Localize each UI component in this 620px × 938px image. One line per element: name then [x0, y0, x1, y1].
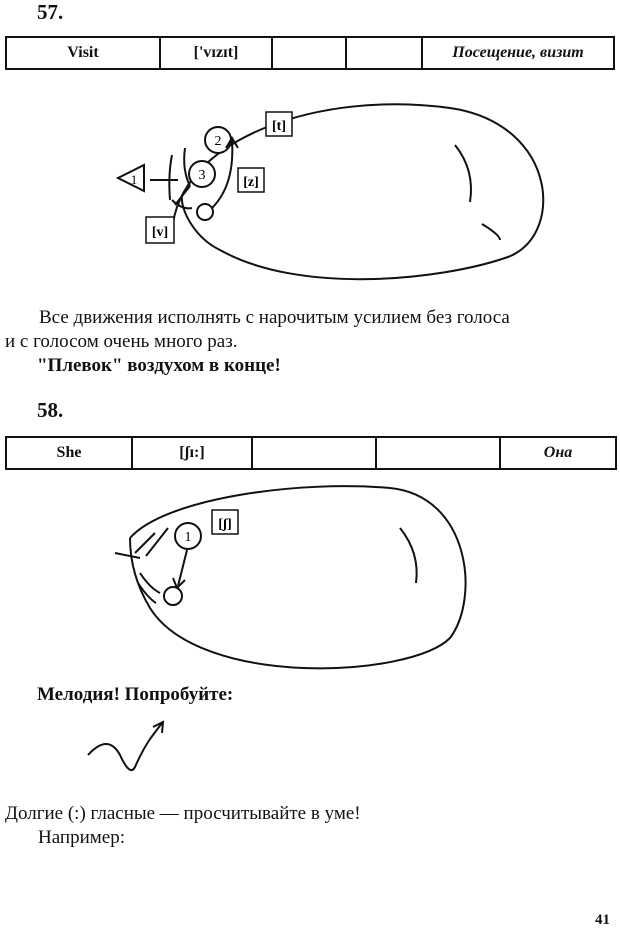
exercise-57-number: 57.	[37, 0, 64, 24]
melody-heading: Мелодия! Попробуйте:	[37, 684, 234, 705]
mouth-curve	[400, 528, 417, 583]
word-cell: She	[6, 437, 132, 469]
tongue-stroke	[169, 155, 172, 200]
empty-cell	[346, 37, 422, 69]
exercise-58-number: 58.	[37, 398, 64, 422]
instruction-bold: "Плевок" воздухом в конце!	[37, 355, 281, 376]
tongue-stroke	[184, 148, 190, 186]
long-vowels-note: Долгие (:) гласные — просчитывайте в уме!	[5, 803, 361, 824]
tongue-stroke	[138, 583, 156, 603]
melody-curve	[88, 723, 162, 770]
empty-cell	[272, 37, 346, 69]
sound-label-z: [z]	[243, 175, 259, 190]
circle-label: 1	[184, 530, 192, 545]
sound-label-sh: [ʃ]	[218, 517, 232, 532]
tongue-circle	[164, 587, 182, 605]
transcription-cell: ['vɪzɪt]	[160, 37, 272, 69]
tongue-stroke	[115, 553, 140, 558]
arrow-line	[178, 550, 187, 586]
word-table-58	[5, 436, 617, 470]
transcription-cell: [ʃɪ:]	[132, 437, 252, 469]
tongue-stroke	[146, 528, 168, 556]
word-cell: Visit	[6, 37, 160, 69]
example-label: Например:	[38, 827, 125, 848]
circle-label: 3	[198, 168, 206, 183]
page-number: 41	[595, 912, 610, 928]
circle-label: 2	[214, 134, 222, 149]
sound-label-v: [v]	[151, 225, 169, 240]
instruction-line-2: и с голосом очень много раз.	[5, 331, 238, 352]
word-table-57	[5, 36, 615, 70]
tongue-stroke	[135, 533, 155, 553]
lips-circle	[197, 204, 213, 220]
translation-cell: Она	[500, 437, 616, 469]
sound-label-t: [t]	[272, 119, 286, 134]
mouth-curve	[482, 224, 500, 240]
melody-curve-icon	[80, 715, 200, 795]
empty-cell	[376, 437, 500, 469]
mouth-diagram-58	[0, 478, 620, 678]
translation-cell: Посещение, визит	[422, 37, 614, 69]
empty-cell	[252, 437, 376, 469]
mouth-curve	[455, 145, 471, 202]
circle-label: 1	[130, 172, 138, 187]
instruction-line-1: Все движения исполнять с нарочитым усилием без голоса	[39, 307, 510, 328]
